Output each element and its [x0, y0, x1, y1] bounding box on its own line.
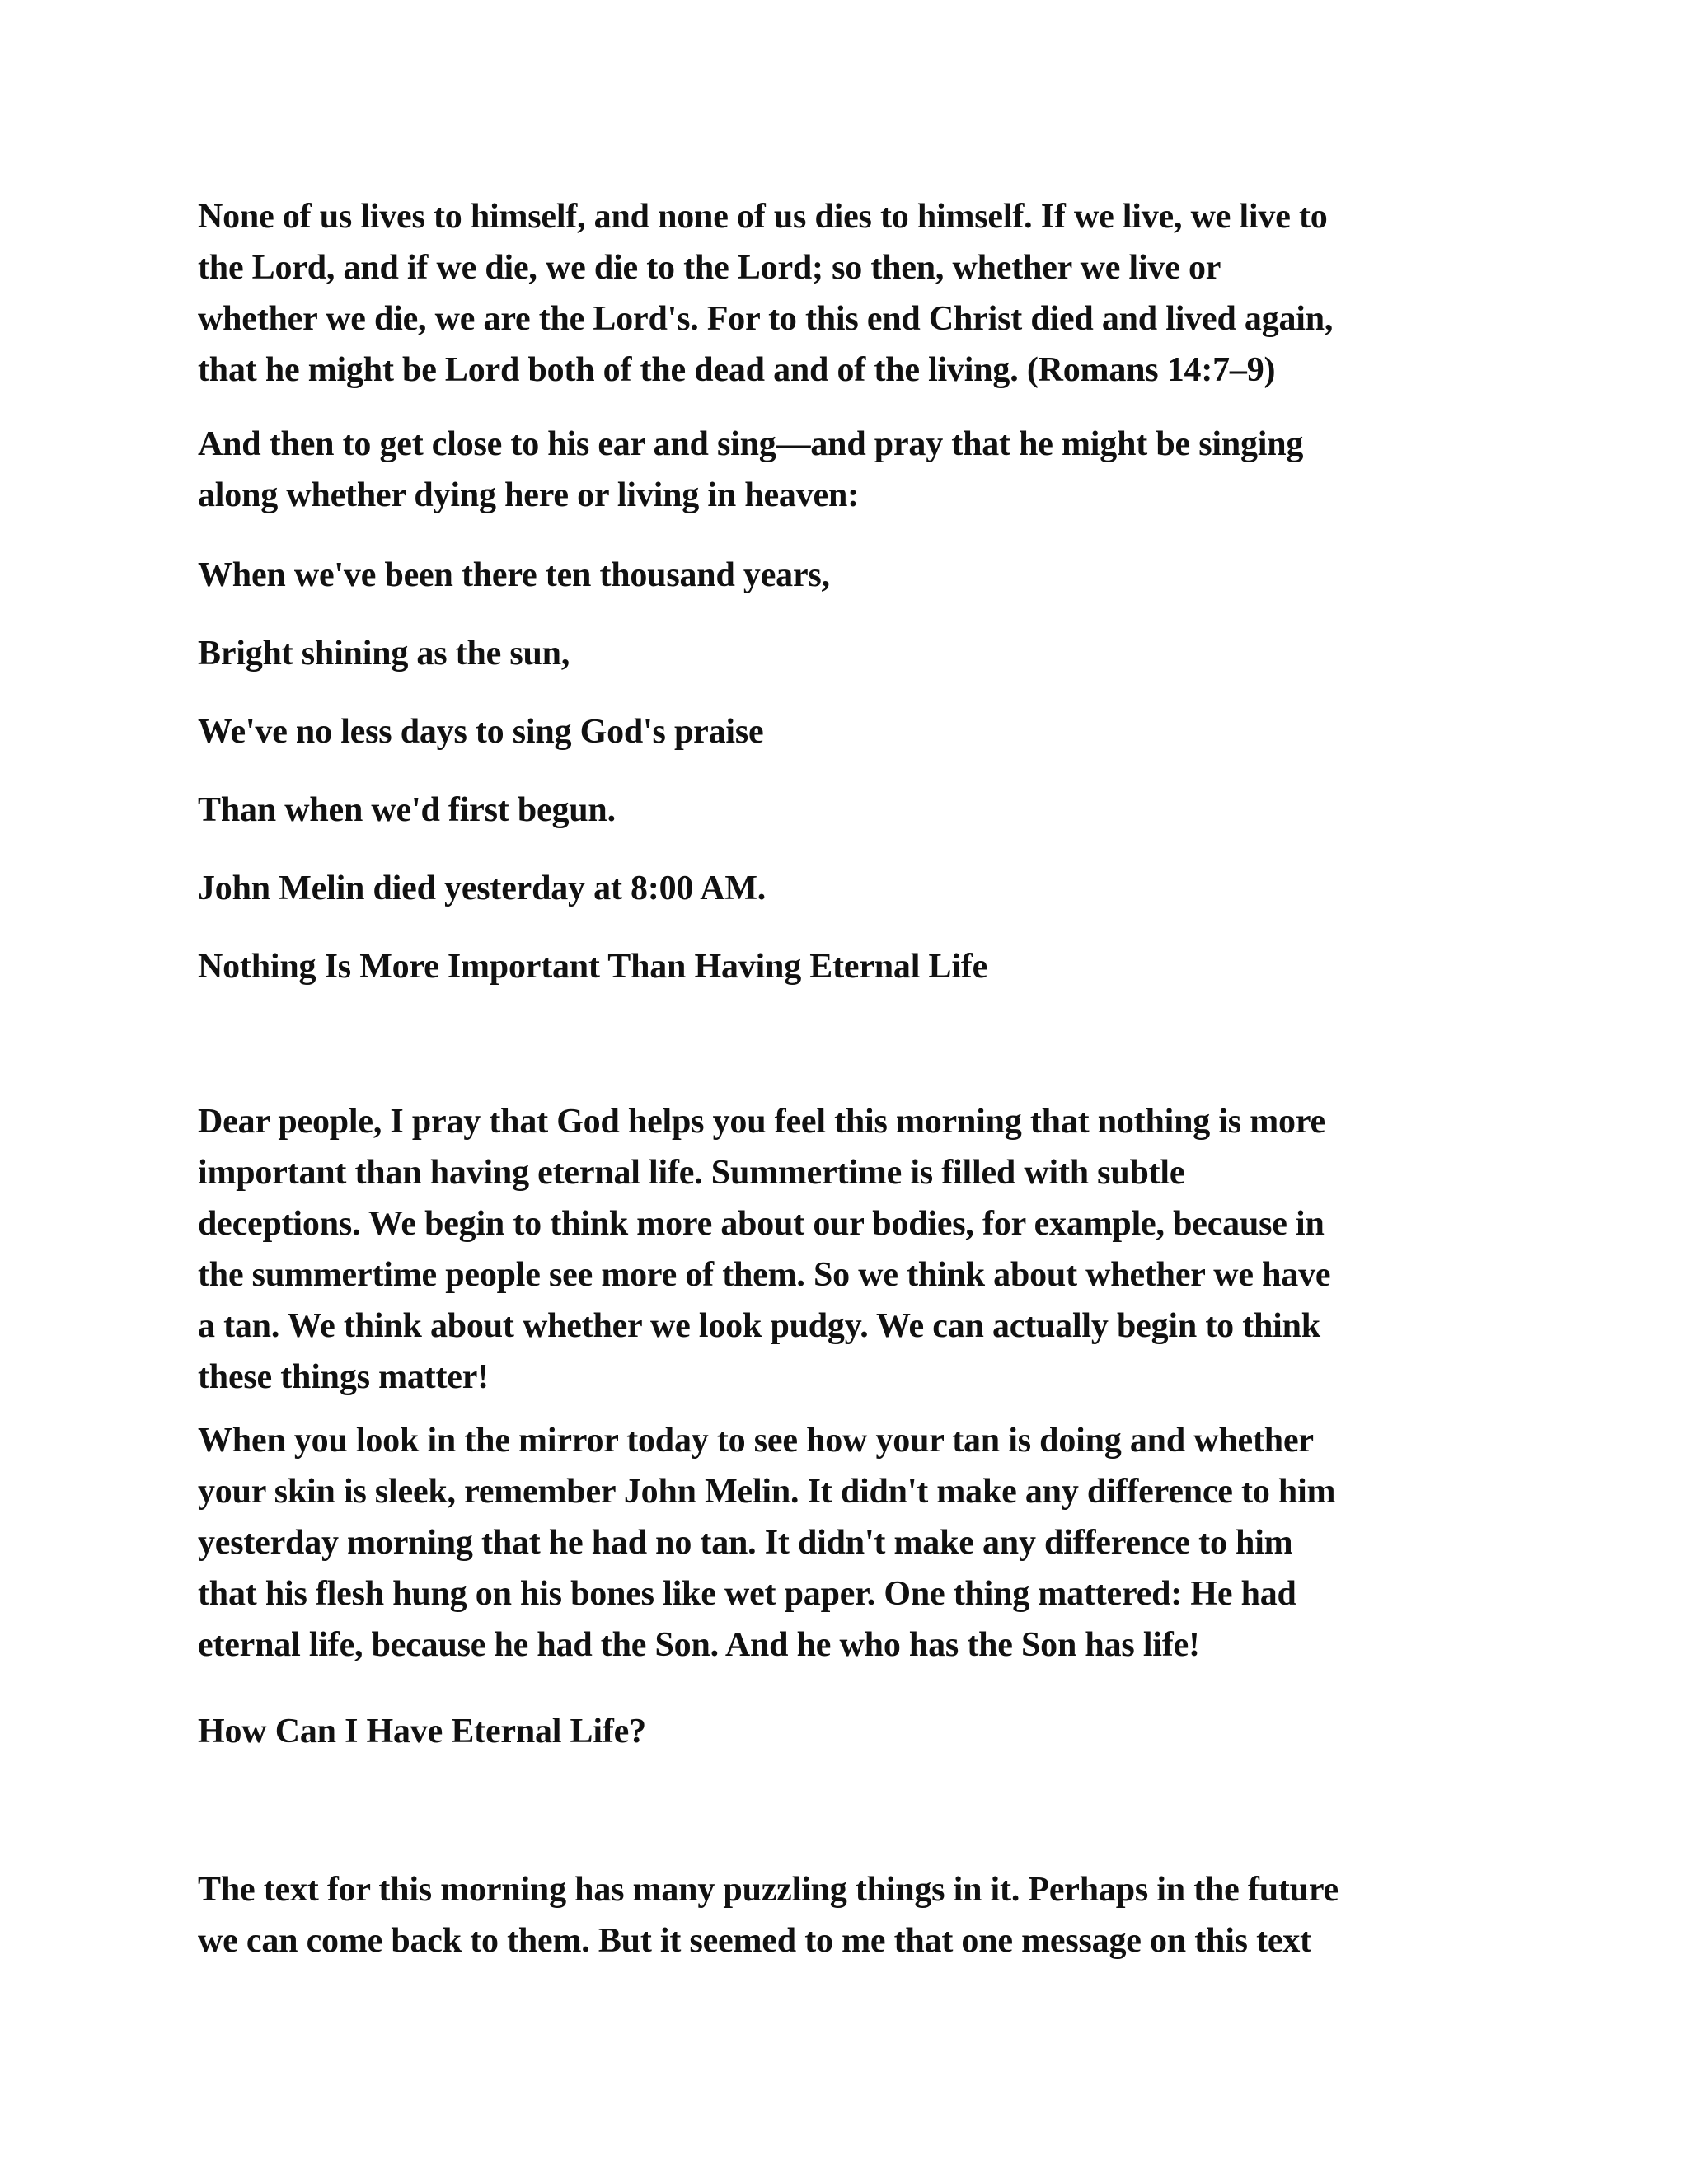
- hymn-line-1: When we've been there ten thousand years,: [198, 556, 830, 594]
- heading-eternal-life-importance: Nothing Is More Important Than Having Eternal Life: [198, 948, 988, 986]
- heading-how-have-eternal-life: How Can I Have Eternal Life?: [198, 1713, 646, 1750]
- hymn-line-4: Than when we'd first begun.: [198, 791, 616, 829]
- paragraph-dear-people: Dear people, I pray that God helps you feel this morning that nothing is more important than having eternal life. Summertime is filled with subtle deceptions. We begin to think more about our bodies, for example, because in the summertime people see more of them. So we think about whether we have a tan. We think about whether we look pudgy. We can actually begin to think these things matter!: [198, 1103, 1331, 1396]
- paragraph-sing: And then to get close to his ear and sing—and pray that he might be singing along whether dying here or living in heaven:: [198, 425, 1304, 514]
- hymn-line-3: We've no less days to sing God's praise: [198, 713, 764, 751]
- hymn-line-2: Bright shining as the sun,: [198, 635, 570, 673]
- paragraph-romans-quote: None of us lives to himself, and none of us dies to himself. If we live, we live to the Lord, and if we die, we die to the Lord; so then, whether we live or whether we die, we are the Lord's. For to this end Christ died and lived again, that he might be Lord both of the dead and of the living. (Romans 14:7–9): [198, 198, 1334, 389]
- paragraph-mirror: When you look in the mirror today to see how your tan is doing and whether your skin is sleek, remember John Melin. It didn't make any difference to him yesterday morning that he had no tan. It didn't make any difference to him that his flesh hung on his bones like wet paper. One thing mattered: He had eternal life, because he had the Son. And he who has the Son has life!: [198, 1422, 1336, 1664]
- paragraph-text-for-morning: The text for this morning has many puzzling things in it. Perhaps in the future we can come back to them. But it seemed to me that one message on this text: [198, 1871, 1339, 1960]
- death-notice: John Melin died yesterday at 8:00 AM.: [198, 869, 767, 907]
